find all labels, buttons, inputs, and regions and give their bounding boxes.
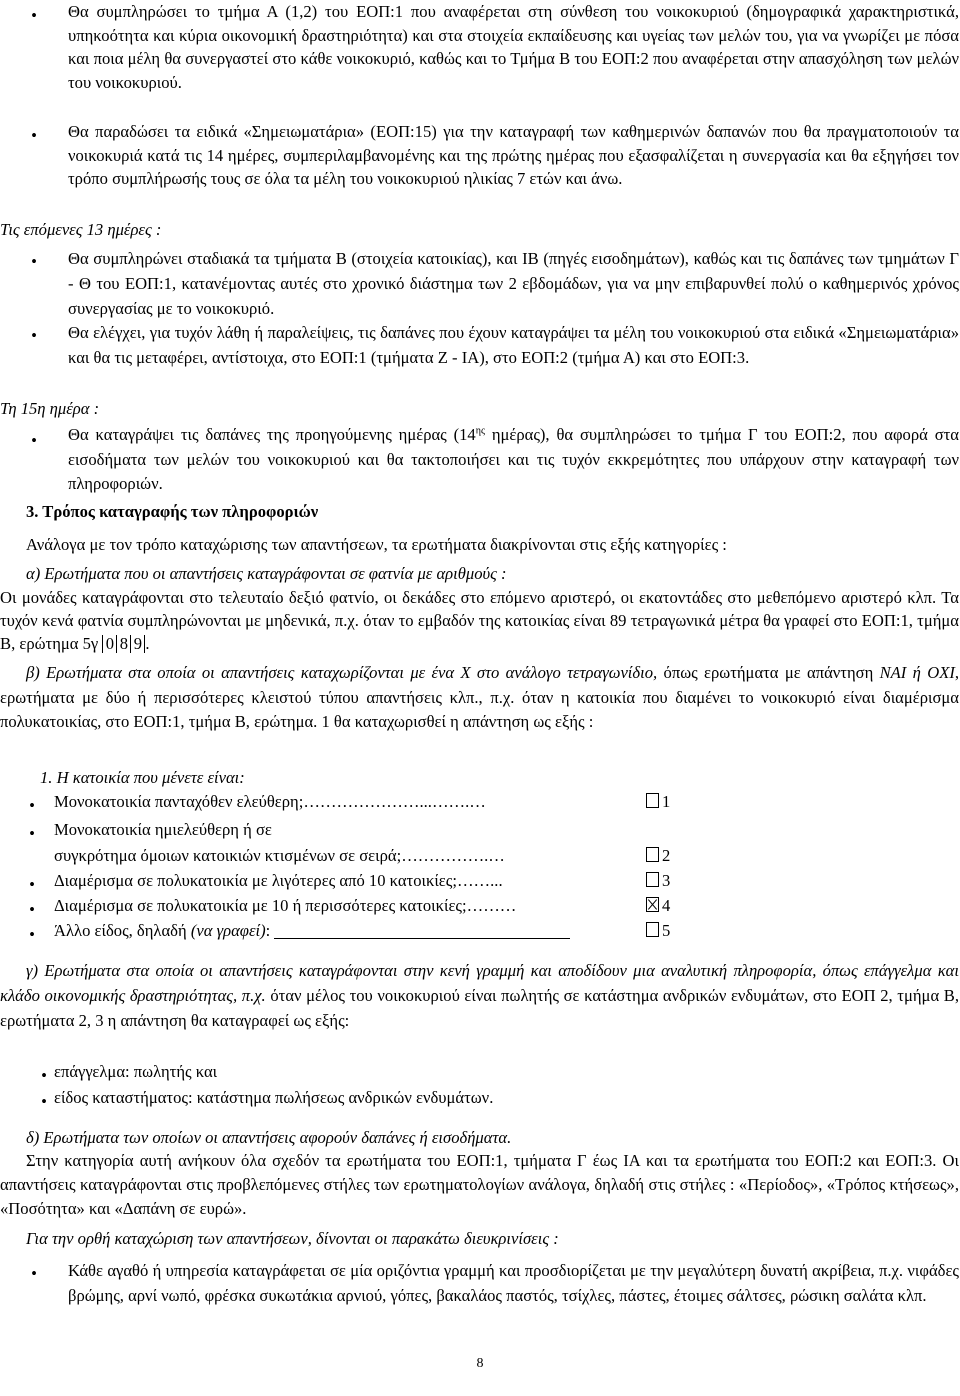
- bullet-icon: •: [31, 126, 37, 145]
- heading-day-15: Τη 15η ημέρα :: [0, 399, 100, 418]
- category-a-heading: α) Ερωτήματα που οι απαντήσεις καταγράφονται σε φατνία με αριθμούς :: [26, 564, 507, 583]
- category-c-item-1: επάγγελμα: πωλητής και: [54, 1062, 218, 1081]
- bullet-icon: •: [31, 431, 37, 450]
- superscript-suffix: ης: [475, 425, 485, 437]
- example-option-1: Μονοκατοικία πανταχόθεν ελεύθερη;…………………...…….…: [54, 792, 486, 811]
- write-in-line[interactable]: [274, 921, 570, 939]
- paragraph-bullet-gradual-fill: Θα συμπληρώνει σταδιακά τα τμήματα Β (στοιχεία κατοικίας), και ΙΒ (πηγές εισοδημάτων), καθώς και τις δαπάνες των τμημάτων Γ - Θ του ΕΟΠ:1, κατανέμοντας αυτές στο χρονικό διάστημα των 2 εβδομάδων, για να μην επιβαρυνθεί πολύ ο καθημερινός χρόνος συνεργασίας με το νοικοκυριό.: [68, 249, 959, 318]
- option-4-checkbox-checked[interactable]: 4: [646, 894, 736, 918]
- bullet-icon: •: [29, 900, 35, 919]
- digit-boxes: 0 8 9: [102, 634, 145, 653]
- paragraph-bullet-check-errors: Θα ελέγχει, για τυχόν λάθη ή παραλείψεις, τις δαπάνες που έχουν καταγράψει τα μέλη του νοικοκυριού στα ειδικά «Σημειωματάρια» και θα τις μεταφέρει, αντίστοιχα, στο ΕΟΠ:1 (τμήματα Ζ - ΙΑ), στο ΕΟΠ:2 (τμήμα Α) και στο ΕΟΠ:3.: [68, 323, 959, 367]
- bullet-icon: •: [31, 6, 37, 25]
- instructions-heading: Για την ορθή καταχώριση των απαντήσεων, δίνονται οι παρακάτω διευκρινίσεις :: [26, 1229, 559, 1248]
- category-d-heading: δ) Ερωτήματα των οποίων οι απαντήσεις αφορούν δαπάνες ή εισοδήματα.: [26, 1128, 512, 1147]
- option-1-checkbox[interactable]: 1: [646, 790, 736, 814]
- bullet-icon: •: [31, 326, 37, 345]
- bullet-icon: •: [29, 824, 35, 843]
- category-b-text: β) Ερωτήματα στα οποία οι απαντήσεις καταχωρίζονται με ένα Χ στο ανάλογο τετραγωνίδιο, όπως ερωτήματα με απάντηση ΝΑΙ ή ΟΧΙ, ερωτήματα με δύο ή περισσότερες κλειστού τύπου απαντήσεις κλπ., π.χ. όταν η κατοικία που διαμένει το νοικοκυριό είναι διαμέρισμα πολυκατοικίας, στο ΕΟΠ:1, τμήμα Β, ερώτημα. 1 θα καταχωρισθεί η απάντηση ως εξής :: [0, 663, 960, 731]
- bullet-icon: •: [31, 252, 37, 271]
- section-title: 3. Τρόπος καταγραφής των πληροφοριών: [26, 502, 319, 521]
- example-option-2b: συγκρότημα όμοιων κατοικιών κτισμένων σε σειρά;…………….…: [54, 846, 505, 865]
- example-option-5: Άλλο είδος, δηλαδή (να γραφεί):: [54, 919, 754, 943]
- bullet-icon: •: [29, 925, 35, 944]
- option-3-checkbox[interactable]: 3: [646, 869, 736, 893]
- bullet-icon: •: [31, 1264, 37, 1283]
- paragraph-bullet-notebooks: Θα παραδώσει τα ειδικά «Σημειωματάρια» (ΕΟΠ:15) για την καταγραφή των καθημερινών δαπανών που θα πραγματοποιούν τα νοικοκυριά κατά τις 14 ημέρες, συμπεριλαμβανομένης και της πρώτης ημέρας που εξασφαλίζεται η συνεργασία και θα εξηγήσει τον τρόπο συμπλήρωσής τους σε όλα τα μέλη του νοικοκυριού ηλικίας 7 ετών και άνω.: [68, 122, 959, 188]
- instructions-bullet-1: Κάθε αγαθό ή υπηρεσία καταγράφεται σε μία οριζόντια γραμμή και προσδιορίζεται με την μεγαλύτερη δυνατή ακρίβεια, π.χ. νιφάδες βρώμης, αρνί νωπό, φρέσκα συκωτάκια αρνιού, γόπες, βακαλάος παστός, τσίχλες, πάστες, έτοιμες σάλτσες, ρώσικη σαλάτα κλπ.: [68, 1261, 959, 1305]
- example-option-2a: Μονοκατοικία ημιελεύθερη ή σε: [54, 820, 272, 839]
- bullet-icon: •: [29, 875, 35, 894]
- page-number: 8: [476, 1356, 484, 1371]
- category-a-text: Οι μονάδες καταγράφονται στο τελευταίο δεξιό φατνίο, οι δεκάδες στο επόμενο αριστερό, οι εκατοντάδες στο μεθεπόμενο αριστερό κλπ. Τα τυχόν κενά φατνία συμπληρώνονται με μηδενικά, π.χ. όταν το εμβαδόν της κατοικίας είναι 89 τετραγωνικά μέτρα θα γραφεί στο ΕΟΠ:1, τμήμα Β, ερώτημα 5γ 0 8 9 .: [0, 588, 959, 653]
- section-intro: Ανάλογα με τον τρόπο καταχώρισης των απαντήσεων, τα ερωτήματα διακρίνονται στις εξής κατηγορίες :: [26, 535, 727, 554]
- option-2-checkbox[interactable]: 2: [646, 844, 736, 868]
- category-d-text: Στην κατηγορία αυτή ανήκουν όλα σχεδόν τα ερωτήματα του ΕΟΠ:1, τμήματα Γ έως ΙΑ και τα ερωτήματα του ΕΟΠ:2 και ΕΟΠ:3. Οι απαντήσεις καταγράφονται στις προβλεπόμενες στήλες των ερωτηματολογίων ανάλογα, δηλαδή στις στήλες : «Περίοδος», «Τρόπος κτήσεως», «Ποσότητα» και «Δαπάνη σε ευρώ».: [0, 1151, 959, 1218]
- category-c-text: γ) Ερωτήματα στα οποία οι απαντήσεις καταγράφονται στην κενή γραμμή και αποδίδουν μια αναλυτική πληροφορία, όπως επάγγελμα και κλάδο οικονομικής δραστηριότητας, π.χ. όταν μέλος του νοικοκυριού είναι πωλητής σε κατάστημα ανδρικών ενδυμάτων, στο ΕΟΠ 2, τμήμα Β, ερωτήματα 2, 3 η απάντηση θα καταγραφεί ως εξής:: [0, 961, 959, 1030]
- bullet-icon: •: [29, 796, 35, 815]
- category-c-item-2: είδος καταστήματος: κατάστημα πωλήσεως ανδρικών ενδυμάτων.: [54, 1088, 494, 1107]
- paragraph-bullet-day-15: Θα καταγράψει τις δαπάνες της προηγούμενης ημέρας ($14^{\eta\varsigma}$ ημέρας), θα συμπληρώσει το τμήμα Γ του ΕΟΠ:2, που αφορά στα εισοδήματα των μελών του νοικοκυριού και θα τακτοποιήσει και τις τυχόν εκκρεμότητες που υπάρχουν στην καταγραφή των πληροφοριών.: [68, 425, 959, 493]
- bullet-icon: •: [41, 1092, 47, 1111]
- example-question: 1. Η κατοικία που μένετε είναι:: [40, 768, 245, 787]
- heading-next-13-days: Τις επόμενες 13 ημέρες :: [0, 220, 162, 239]
- example-option-3: Διαμέρισμα σε πολυκατοικία με λιγότερες από 10 κατοικίες;……...: [54, 871, 503, 890]
- bullet-icon: •: [41, 1066, 47, 1085]
- example-option-4: Διαμέρισμα σε πολυκατοικία με 10 ή περισσότερες κατοικίες;………: [54, 896, 517, 915]
- paragraph-bullet-section-a: Θα συμπληρώσει το τμήμα Α (1,2) του ΕΟΠ:1 που αναφέρεται στη σύνθεση του νοικοκυριού (δημογραφικά χαρακτηριστικά, υπηκοότητα και κύρια οικονομική δραστηριότητα) και στα στοιχεία εκπαίδευσης και υγείας των μελών του, για να γνωρίζει με πόσα και ποια μέλη θα συνεργαστεί στο κάθε νοικοκυριό, καθώς και το Τμήμα Β του ΕΟΠ:2 που αναφέρεται στην απασχόληση των μελών του νοικοκυριού.: [68, 2, 959, 92]
- option-5-checkbox[interactable]: 5: [646, 919, 736, 943]
